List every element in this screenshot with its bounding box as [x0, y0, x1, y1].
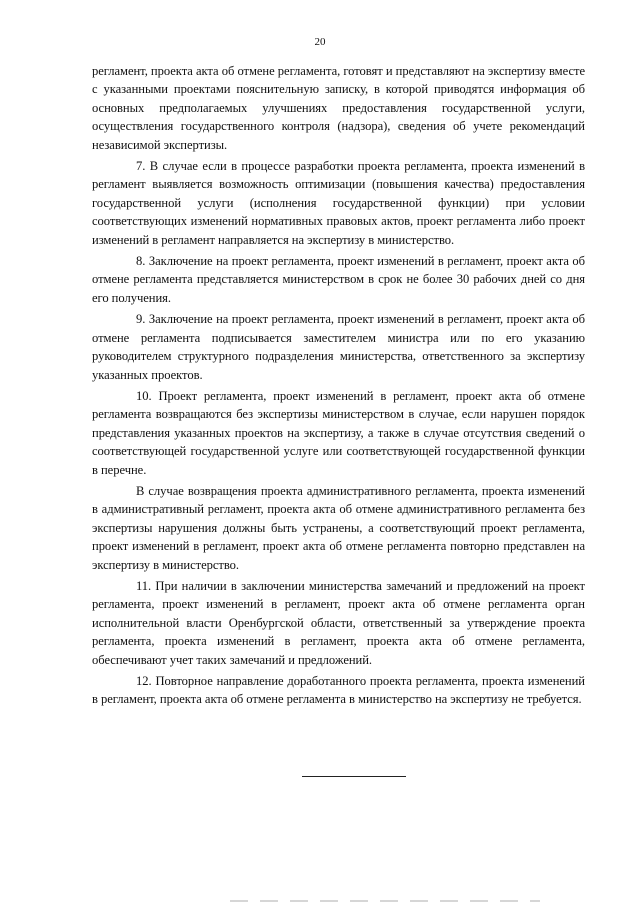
scan-artifact-marks: [230, 900, 540, 902]
paragraph-item-11: 11. При наличии в заключении министерства замечаний и предложений на проект регламента, проект изменений в регламент, проект акта об отмене регламента орган исполнительной власти Оренбургской области, ответственный за утверждение проекта регламента, проекта изменений в регламент, проекта акта об отмене регламента, обеспечивают учет таких замечаний и предложений.: [92, 578, 585, 667]
paragraph-item-12: 12. Повторное направление доработанного проекта регламента, проекта изменений в регламент, проекта акта об отмене регламента в министерство на экспертизу не требуется.: [92, 674, 585, 707]
end-of-document-rule: [302, 776, 406, 777]
paragraph-item-7: 7. В случае если в процессе разработки проекта регламента, проекта изменений в регламент выявляется возможность оптимизации (повышения качества) предоставления государственной услуги (исполнения государственной функции) при условии соответствующих изменений нормативных правовых актов, проект регламента либо проект изменений в регламент направляется на экспертизу в министерство.: [92, 159, 585, 247]
paragraph-continued: регламент, проекта акта об отмене регламента, готовят и представляют на экспертизу вместе с указанными проектами пояснительную записку, в которой приводятся информация об основных предполагаемых улучшениях предоставления государственной услуги, осуществления государственного контроля (надзора), сведения об учете рекомендаций независимой экспертизы.: [92, 64, 585, 152]
paragraph-item-8: 8. Заключение на проект регламента, проект изменений в регламент, проект акта об отмене регламента представляется министерством в срок не более 30 рабочих дней со дня его получения.: [92, 254, 585, 305]
paragraph-item-9: 9. Заключение на проект регламента, проект изменений в регламент, проект акта об отмене регламента подписывается заместителем министра или по его указанию руководителем структурного подразделения министерства, ответственного за экспертизу указанных проектов.: [92, 312, 585, 382]
paragraph-item-10-return: В случае возвращения проекта административного регламента, проекта изменений в административный регламент, проекта акта об отмене административного регламента без экспертизы нарушения должны быть устранены, а соответствующий проект регламента, проект изменений в регламент, проект акта об отмене регламента повторно представлен на экспертизу в министерство.: [92, 483, 585, 572]
page-number: 20: [314, 36, 326, 48]
paragraph-item-10: 10. Проект регламента, проект изменений в регламент, проект акта об отмене регламента возвращаются без экспертизы министерством в случае, если нарушен порядок представления указанных проектов на экспертизу, а также в случае отсутствия сведений о соответствующей государственной услуге или соответствующей государственной функции в перечне.: [92, 388, 585, 477]
document-body: [92, 62, 585, 709]
